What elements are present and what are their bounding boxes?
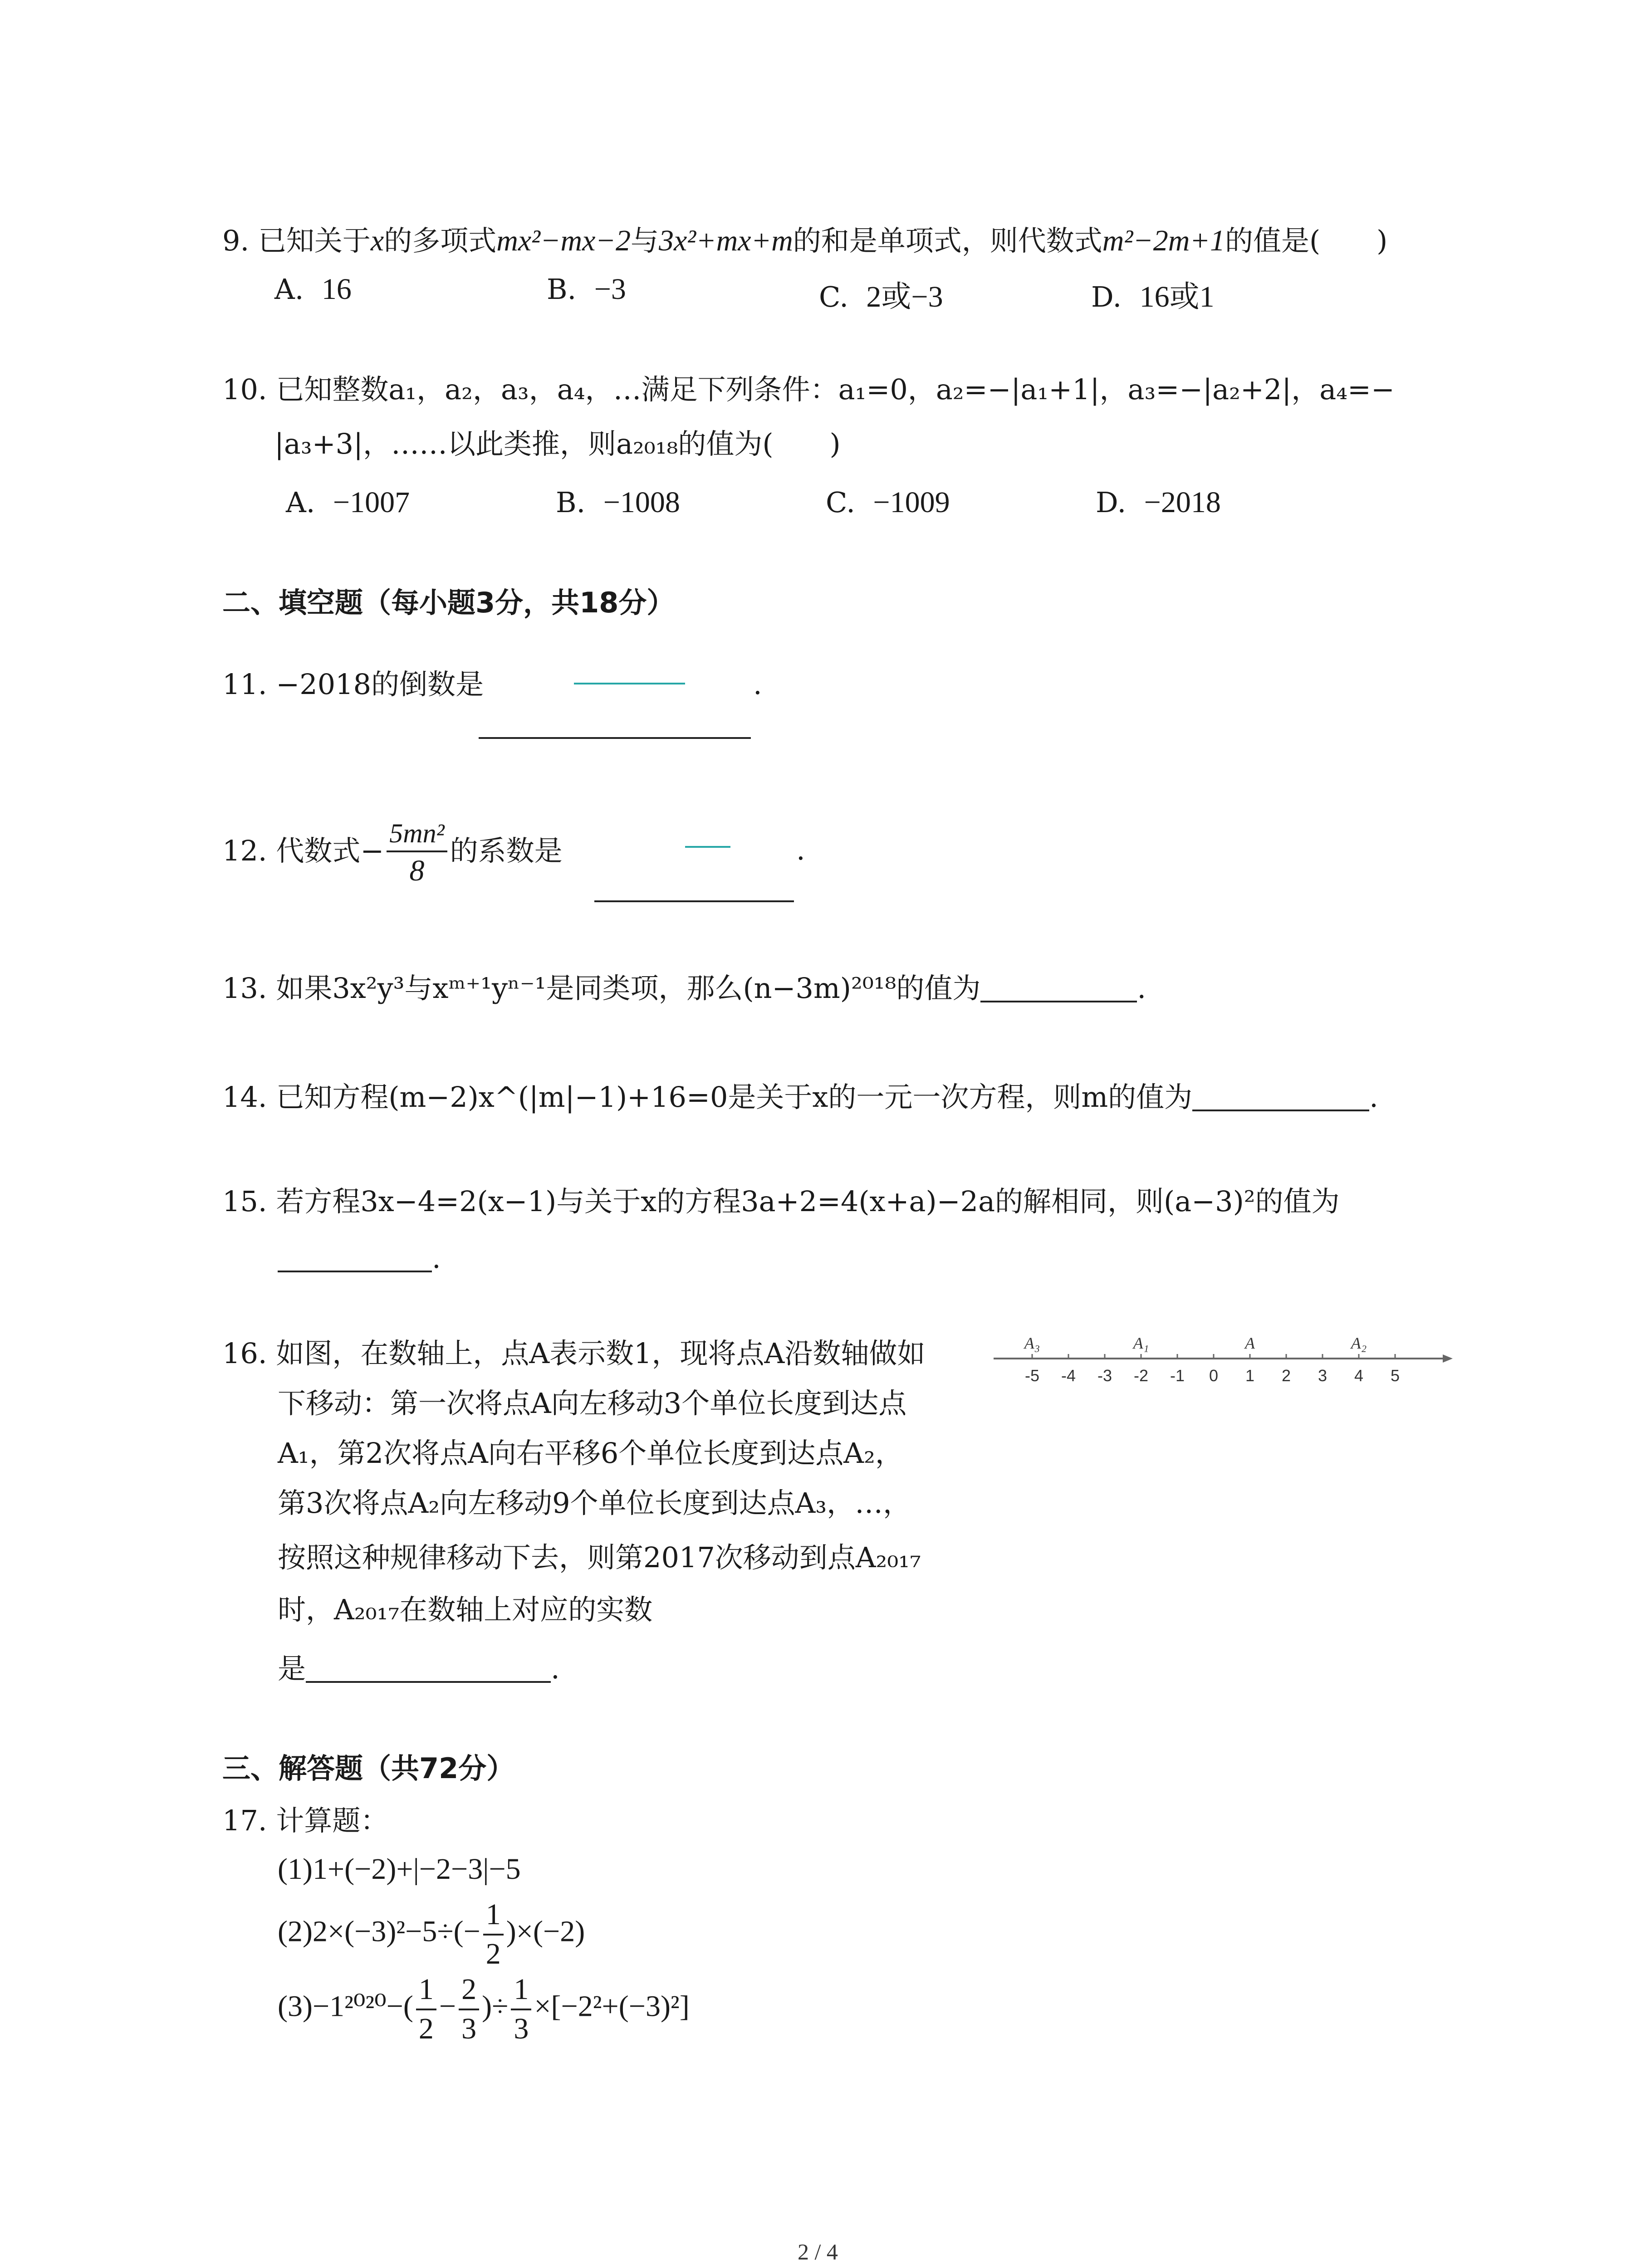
q16-line-6: 时，A₂₀₁₇在数轴上对应的实数 [278, 1593, 653, 1626]
q11-period: . [753, 668, 762, 701]
q17-part3-fraction-1: $\frac{1}{2}$ [416, 1971, 436, 2048]
q13-stem: 13. 如果3x²y³与xᵐ⁺¹yⁿ⁻¹是同类项，那么(n−3m)²⁰¹⁸的值为 . [222, 972, 1146, 1005]
q15-stem: 15. 若方程3x−4=2(x−1)与关于x的方程3a+2=4(x+a)−2a的解相同，则(a−3)²的值为 [222, 1185, 1340, 1218]
number-line-tick-label: -4 [1061, 1366, 1076, 1385]
number-line-tick-label: 4 [1354, 1366, 1364, 1385]
q11-answer-blank[interactable] [479, 737, 751, 739]
number-line-tick-label: -1 [1170, 1366, 1185, 1385]
q12-stem: 12. 代数式− $\frac{\text{5mn²}}{8}$ 的系数是 [222, 816, 563, 890]
number-line-arrow-icon [1443, 1354, 1453, 1363]
q17-part2-fraction: $\frac{1}{2}$ [483, 1896, 504, 1973]
number-line-tick-label: 3 [1318, 1366, 1327, 1385]
q16-line-4: 第3次将点A₂向左移动9个单位长度到达点A₃，…， [278, 1486, 911, 1520]
q16-line-3: A₁，第2次将点A向右平移6个单位长度到达点A₂， [278, 1437, 903, 1470]
number-line-point-label: A₁ [1133, 1334, 1149, 1352]
section-fill-in-heading: 二、填空题（每小题3分，共18分） [222, 586, 675, 619]
q16-line-2: 下移动：第一次将点A向左移动3个单位长度到达点 [278, 1387, 907, 1420]
q9-option-a[interactable]: A. 16 [274, 273, 352, 306]
q9-option-b[interactable]: B. −3 [547, 273, 626, 306]
q12-answer-blank[interactable] [594, 900, 794, 902]
q17-part-1: (1)1+(−2)+|−2−3|−5 [278, 1853, 521, 1886]
q16-line-1: 16. 如图，在数轴上，点A表示数1，现将点A沿数轴做如 [222, 1337, 926, 1370]
q9-option-d[interactable]: D. 16或1 [1091, 280, 1215, 313]
q12-fraction: $\frac{\text{5mn²}}{8}$ [387, 816, 447, 890]
q16-line-7: 是 . [278, 1652, 560, 1685]
q11-answer-mark [574, 683, 685, 684]
page-number: 2 / 4 [798, 2239, 838, 2264]
q16-answer-blank[interactable] [306, 1681, 551, 1683]
q15-answer-blank[interactable] [278, 1271, 432, 1272]
q12-period: . [796, 833, 805, 866]
number-line-point-label: A₃ [1024, 1334, 1040, 1352]
q10-stem-line1: 10. 已知整数a₁，a₂，a₃，a₄，…满足下列条件：a₁=0，a₂=−|a₁+1|，a₃=−|a₂+2|，a₄=− [222, 373, 1395, 406]
q11-stem: 11. −2018的倒数是 [222, 668, 484, 701]
number-line-tick-label: -3 [1097, 1366, 1112, 1385]
q12-answer-mark [685, 846, 730, 848]
q17-title: 17. 计算题： [222, 1804, 389, 1837]
q15-answer-line: . [278, 1241, 441, 1276]
q16-number-line-figure [994, 1325, 1456, 1393]
number-line-tick-label: 2 [1281, 1366, 1291, 1385]
number-line-tick-label: 5 [1390, 1366, 1400, 1385]
q14-answer-blank[interactable] [1192, 1110, 1369, 1111]
q9-option-c[interactable]: C. 2或−3 [819, 280, 943, 313]
q10-option-c[interactable]: C. −1009 [826, 486, 950, 519]
q10-stem-line2: |a₃+3|，……以此类推，则a₂₀₁₈的值为( ) [274, 427, 841, 460]
number-line-tick-label: 1 [1245, 1366, 1255, 1385]
q10-option-a[interactable]: A. −1007 [286, 486, 410, 519]
number-line-point-label: A [1245, 1334, 1255, 1352]
number-line-tick-label: 0 [1209, 1366, 1219, 1385]
number-line-tick-label: -5 [1024, 1366, 1040, 1385]
q10-option-d[interactable]: D. −2018 [1096, 486, 1221, 519]
q17-part3-fraction-3: $\frac{1}{3}$ [511, 1971, 531, 2048]
q9-stem: 9. 已知关于x的多项式mx²−mx−2与3x²+mx+m的和是单项式，则代数式m²−2m+1的值是( ) [222, 224, 1388, 257]
q17-part-2: (2)2×(−3)²−5÷(− $\frac{1}{2}$ )×(−2) [278, 1896, 585, 1973]
q14-stem: 14. 已知方程(m−2)x^(|m|−1)+16=0是关于x的一元一次方程，则m的值为 . [222, 1080, 1378, 1114]
number-line-tick-label: -2 [1133, 1366, 1149, 1385]
q17-part3-fraction-2: $\frac{2}{3}$ [459, 1971, 479, 2048]
q17-part-3: (3)−1²⁰²⁰−( $\frac{1}{2}$ − $\frac{2}{3}$ )÷ $\frac{1}{3}$ ×[−2²+(−3)²] [278, 1971, 690, 2048]
number-line-point-label: A₂ [1351, 1334, 1367, 1352]
section-solve-heading: 三、解答题（共72分） [222, 1752, 515, 1785]
q16-line-5: 按照这种规律移动下去，则第2017次移动到点A₂₀₁₇ [278, 1541, 921, 1574]
q10-option-b[interactable]: B. −1008 [556, 486, 680, 519]
q13-answer-blank[interactable] [980, 1001, 1137, 1002]
